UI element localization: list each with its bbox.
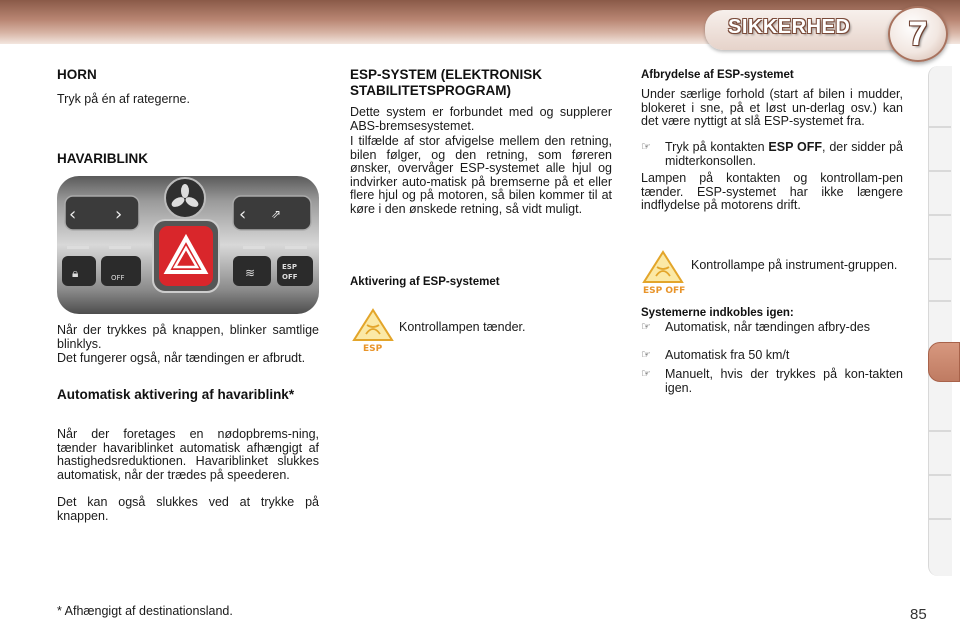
chapter-tab-divider [929, 258, 951, 260]
auto-hazard-paragraph-1: Når der foretages en nødopbrems-ning, tænder havariblinket automatisk afhængigt af hastighedsreduktionen. Havariblinket slukkes automatisk, når der trædes på speederen. [57, 427, 319, 482]
esp-paragraph-2: I tilfælde af stor afvigelse mellem den retning, bilen følger, og den retning, som føreren ønsker, overvåger ESP-systemet alle hjul og indvirker auto-matisk på bremserne på et eller flere hjul og på motoren, så bilen kommer til at køre i den ønskede retning, så vidt muligt. [350, 134, 612, 216]
pointing-hand-icon: ☞ [641, 321, 651, 333]
footnote: * Afhængigt af destinationsland. [57, 604, 233, 618]
reactivation-bullet-text: Manuelt, hvis der trykkes på kon-takten igen. [665, 367, 903, 395]
auto-hazard-paragraph-2: Det kan også slukkes ved at trykke på knappen. [57, 495, 319, 523]
chapter-tab-divider [929, 300, 951, 302]
esp-paragraph-1: Dette system er forbundet med og supplerer ABS-bremsesystemet. [350, 105, 612, 133]
svg-text:🔒︎: 🔒︎ [72, 266, 79, 280]
reactivation-bullet [641, 321, 903, 335]
page-number: 85 [910, 606, 927, 623]
dashboard-illustration [57, 176, 319, 314]
reactivation-bullet-text: Automatisk fra 50 km/t [665, 348, 790, 362]
esp-warning-icon [352, 308, 394, 352]
hazard-heading: HAVARIBLINK [57, 151, 148, 166]
chapter-number: 7 [908, 14, 928, 53]
horn-text: Tryk på én af rategerne. [57, 92, 190, 106]
hazard-switch-photo [57, 176, 319, 314]
esp-off-lamp-text: Kontrollampe på instrument-gruppen. [691, 258, 898, 272]
reactivation-heading: Systemerne indkobles igen: [641, 307, 794, 319]
svg-text:›: › [115, 204, 123, 225]
esp-icon-label: ESP [363, 344, 383, 352]
svg-text:⇗: ⇗ [271, 207, 282, 221]
reactivation-bullet [641, 368, 903, 395]
reactivation-bullet [641, 349, 903, 363]
esp-activation-heading: Aktivering af ESP-systemet [350, 276, 500, 288]
reactivation-bullet-text: Automatisk, når tændingen afbry-des [665, 320, 870, 334]
esp-heading: ESP-SYSTEM (ELEKTRONISK STABILITETSPROGRAM) [350, 67, 543, 98]
chapter-badge [888, 6, 948, 62]
svg-text:‹: ‹ [69, 204, 77, 225]
esp-off-icon-label: ESP OFF [643, 286, 686, 296]
chapter-tab-divider [929, 474, 951, 476]
svg-text:OFF: OFF [282, 273, 298, 281]
chapter-tab-divider [929, 126, 951, 128]
svg-text:ESP: ESP [282, 263, 297, 271]
chapter-tab-divider [929, 518, 951, 520]
section-title: SIKKERHED [728, 16, 851, 38]
pointing-hand-icon: ☞ [641, 349, 651, 361]
esp-off-warning-icon [641, 250, 689, 296]
svg-text:‹: ‹ [239, 204, 247, 225]
pointing-hand-icon: ☞ [641, 368, 651, 380]
auto-hazard-heading: Automatisk aktivering af havariblink* [57, 387, 295, 402]
chapter-tab-active[interactable] [928, 342, 960, 382]
esp-deactivation-heading: Afbrydelse af ESP-systemet [641, 69, 794, 81]
esp-activation-text: Kontrollampen tænder. [399, 320, 526, 334]
esp-off-bullet-text: Tryk på kontakten ESP OFF, der sidder på midterkonsollen. [665, 140, 903, 168]
chapter-tab-divider [929, 214, 951, 216]
esp-deactivation-paragraph-2: Lampen på kontakten og kontrollam-pen tænder. ESP-systemet har ikke længere indflydelse på motorens drift. [641, 171, 903, 212]
chapter-tab-divider [929, 170, 951, 172]
esp-deactivation-paragraph-1: Under særlige forhold (start af bilen i mudder, blokeret i sne, på et løst un-derlag osv.) kan det være nyttigt at slå ESP-systemet fra. [641, 87, 903, 128]
esp-off-bullet [641, 141, 903, 168]
horn-heading: HORN [57, 67, 97, 82]
chapter-tabs-strip [928, 66, 952, 576]
pointing-hand-icon: ☞ [641, 141, 651, 153]
svg-text:≋: ≋ [245, 266, 256, 280]
hazard-paragraph-1: Når der trykkes på knappen, blinker samtlige blinklys. [57, 323, 319, 351]
chapter-tab-divider [929, 430, 951, 432]
off-button-label: OFF [111, 274, 125, 282]
hazard-paragraph-2: Det fungerer også, når tændingen er afbrudt. [57, 351, 306, 365]
